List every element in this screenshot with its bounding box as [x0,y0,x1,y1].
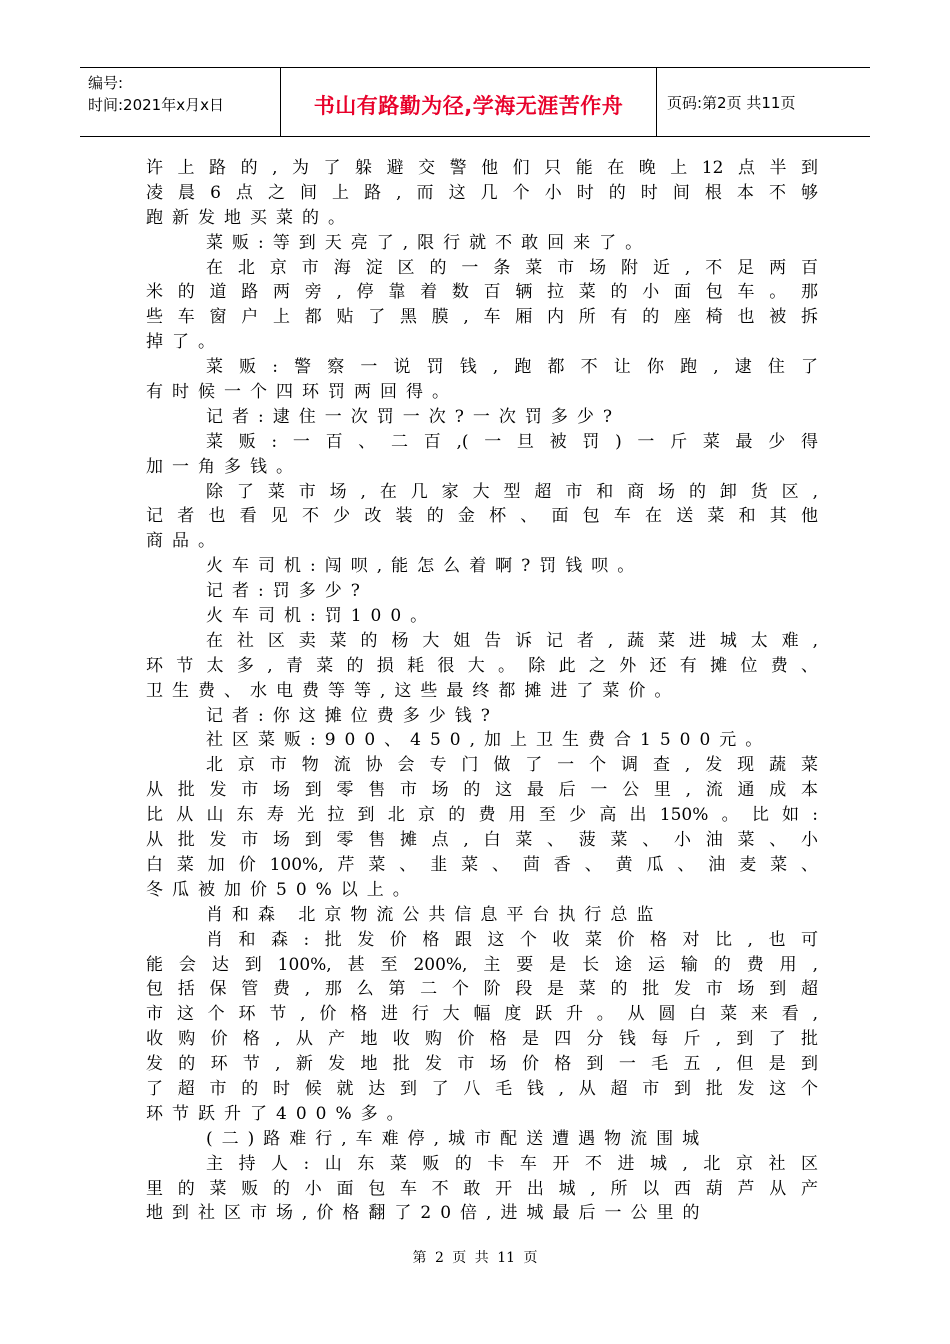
text-line: 主持人:山东菜贩的卡车开不进城,北京社区 [206,1153,818,1174]
text-line: 肖和森 北京物流公共信息平台执行总监 [206,904,663,925]
text-line: 记者:逮住一次罚一次?一次罚多少? [206,406,621,427]
text-line: 里的菜贩的小面包车不敢开出城,所以西葫芦从产 [146,1178,818,1199]
motto: 书山有路勤为径,学海无涯苦作舟 [313,94,624,118]
header-page-cell [657,68,870,136]
text-line: 能会达到100%,甚至200%,主要是长途运输的费用, [146,954,818,975]
paragraph [146,704,818,729]
page-code: 页码:第2页 共11页 [667,94,796,112]
header-motto-cell [281,68,657,136]
body-text [146,156,818,1226]
text-line: 地到社区市场,价格翻了20倍,进城最后一公里的 [146,1203,709,1224]
text-line: 包括保管费,那么第二个阶段是菜的批发市场到超 [146,979,818,1000]
page-footer: 第 2 页 共 11 页 [412,1250,538,1266]
paragraph [146,405,818,430]
paragraph [146,156,818,231]
paragraph [146,579,818,604]
text-line: 加一角多钱。 [146,456,302,477]
text-line: 火车司机:罚100。 [206,606,437,627]
text-line: 菜贩:警察一说罚钱,跑都不让你跑,逮住了 [206,357,818,378]
text-line: 发的环节,新发地批发市场价格到一毛五,但是到 [146,1054,818,1075]
text-line: 了超市的时候就达到了八毛钱,从超市到批发这个 [146,1078,818,1099]
text-line: 跑新发地买菜的。 [146,207,354,228]
text-line: 环节太多,青菜的损耗很大。除此之外还有摊位费、 [146,655,818,676]
text-line: 掉了。 [146,332,224,353]
header-table [80,67,870,137]
paragraph [146,903,818,928]
text-line: (二)路难行,车难停,城市配送遭遇物流围城 [206,1128,709,1149]
text-line: 在北京市海淀区的一条菜市场附近,不足两百 [206,257,818,278]
paragraph [146,629,818,704]
paragraph [146,928,818,1127]
text-line: 社区菜贩:900、450,加上卫生费合1500元。 [206,730,772,751]
text-line: 记者也看见不少改装的金杯、面包车在送菜和其他 [146,506,818,527]
text-line: 环节跃升了400%多。 [146,1103,413,1124]
paragraph [146,1127,818,1152]
paragraph [146,1152,818,1227]
text-line: 收购价格,从产地收购价格是四分钱每斤,到了批 [146,1029,818,1050]
text-line: 白菜加价100%,芹菜、韭菜、茴香、黄瓜、油麦菜、 [146,854,818,875]
text-line: 米的道路两旁,停靠着数百辆拉菜的小面包车。那 [146,282,818,303]
text-line: 记者:你这摊位费多少钱? [206,705,499,726]
paragraph [146,480,818,555]
paragraph [146,430,818,480]
text-line: 北京市物流协会专门做了一个调查,发现蔬菜 [206,755,818,776]
paragraph [146,604,818,629]
text-line: 市这个环节,价格进行大幅度跃升。从圆白菜来看, [146,1004,818,1025]
text-line: 商品。 [146,531,224,552]
text-line: 从批发市场到零售摊点,白菜、菠菜、小油菜、小 [146,830,818,851]
text-line: 记者:罚多少? [206,581,369,602]
text-line: 除了菜市场,在几家大型超市和商场的卸货区, [206,481,818,502]
text-line: 些车窗户上都贴了黑膜,车厢内所有的座椅也被拆 [146,307,818,328]
text-line: 许上路的,为了躲避交警他们只能在晚上12点半到 [146,158,818,178]
paragraph [146,753,818,902]
text-line: 从批发市场到零售市场的这最后一公里,流通成本 [146,780,818,801]
text-line: 比从山东寿光拉到北京的费用至少高出150%。比如: [146,805,818,826]
text-line: 卫生费、水电费等等,这些最终都摊进了菜价。 [146,680,681,701]
text-line: 冬瓜被加价50%以上。 [146,879,419,900]
text-line: 菜贩:一百、二百,(一旦被罚)一斤菜最少得 [206,431,818,452]
text-line: 菜贩:等到天亮了,限行就不敢回来了。 [206,232,652,253]
header-info-cell [80,68,281,136]
paragraph [146,355,818,405]
text-line: 凌晨6点之间上路,而这几个小时的时间根本不够 [146,182,818,203]
paragraph [146,256,818,356]
text-line: 火车司机:闯呗,能怎么着啊?罚钱呗。 [206,556,644,577]
paragraph [146,554,818,579]
date-label: 时间:2021年x月x日 [88,96,224,114]
text-line: 在社区卖菜的杨大姐告诉记者,蔬菜进城太难, [206,630,818,651]
text-line: 肖和森:批发价格跟这个收菜价格对比,也可 [206,929,818,950]
paragraph [146,728,818,753]
paragraph [146,231,818,256]
text-line: 有时候一个四环罚两回得。 [146,382,458,403]
number-label: 编号: [88,74,124,92]
